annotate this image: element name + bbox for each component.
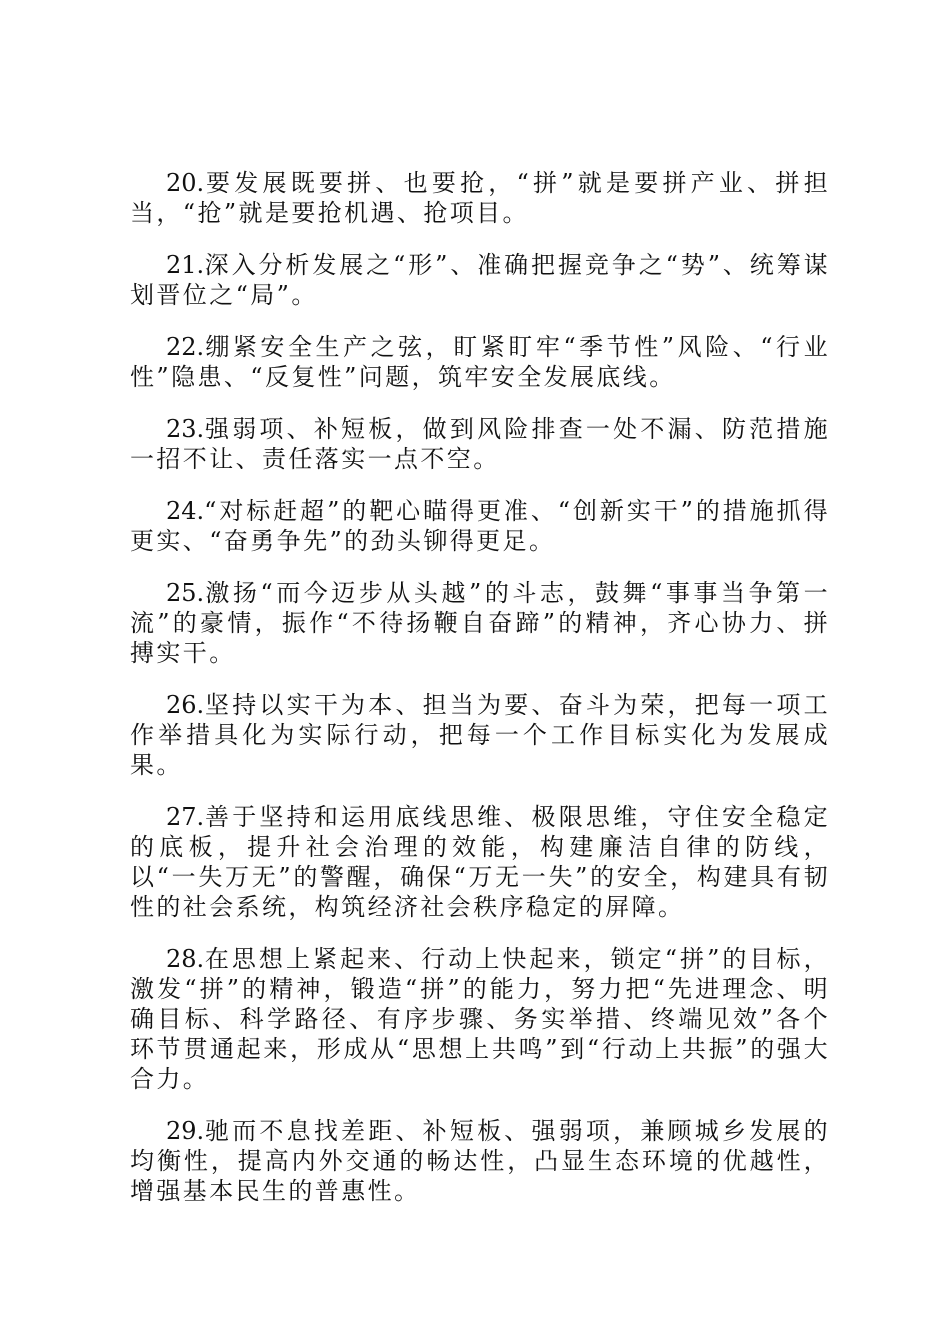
item-number: 27. [166, 803, 205, 831]
paragraph-25 [130, 578, 830, 668]
paragraph-22 [130, 332, 830, 392]
item-text: “对标赶超”的靶心瞄得更准、“创新实干”的措施抓得更实、“奋勇争先”的劲头铆得更足。 [130, 497, 830, 555]
item-text: 驰而不息找差距、补短板、强弱项，兼顾城乡发展的均衡性，提高内外交通的畅达性，凸显生态环境的优越性，增强基本民生的普惠性。 [130, 1117, 830, 1205]
item-number: 25. [166, 579, 205, 607]
item-text: 深入分析发展之“形”、准确把握竞争之“势”、统筹谋划晋位之“局”。 [130, 251, 830, 309]
paragraph-29 [130, 1116, 830, 1206]
paragraph-21 [130, 250, 830, 310]
paragraph-20 [130, 168, 830, 228]
item-text: 要发展既要拼、也要抢，“拼”就是要拼产业、拼担当，“抢”就是要抢机遇、抢项目。 [130, 169, 830, 227]
item-number: 28. [166, 945, 205, 973]
paragraph-24 [130, 496, 830, 556]
item-text: 善于坚持和运用底线思维、极限思维，守住安全稳定的底板，提升社会治理的效能，构建廉洁自律的防线，以“一失万无”的警醒，确保“万无一失”的安全，构建具有韧性的社会系统，构筑经济社会秩序稳定的屏障。 [130, 803, 830, 921]
paragraph-26 [130, 690, 830, 780]
paragraph-28 [130, 944, 830, 1094]
item-number: 22. [166, 333, 205, 361]
paragraph-27 [130, 802, 830, 922]
item-number: 29. [166, 1117, 205, 1145]
item-number: 21. [166, 251, 205, 279]
item-number: 26. [166, 691, 205, 719]
item-text: 绷紧安全生产之弦，盯紧盯牢“季节性”风险、“行业性”隐患、“反复性”问题，筑牢安全发展底线。 [130, 333, 830, 391]
document-body [130, 168, 830, 1228]
item-text: 强弱项、补短板，做到风险排查一处不漏、防范措施一招不让、责任落实一点不空。 [130, 415, 830, 473]
item-number: 23. [166, 415, 205, 443]
item-text: 坚持以实干为本、担当为要、奋斗为荣，把每一项工作举措具化为实际行动，把每一个工作目标实化为发展成果。 [130, 691, 830, 779]
paragraph-23 [130, 414, 830, 474]
item-text: 激扬“而今迈步从头越”的斗志，鼓舞“事事当争第一流”的豪情，振作“不待扬鞭自奋蹄”的精神，齐心协力、拼搏实干。 [130, 579, 830, 667]
item-number: 20. [166, 169, 205, 197]
item-number: 24. [166, 497, 205, 525]
item-text: 在思想上紧起来、行动上快起来，锁定“拼”的目标，激发“拼”的精神，锻造“拼”的能力，努力把“先进理念、明确目标、科学路径、有序步骤、务实举措、终端见效”各个环节贯通起来，形成从“思想上共鸣”到“行动上共振”的强大合力。 [130, 945, 830, 1093]
